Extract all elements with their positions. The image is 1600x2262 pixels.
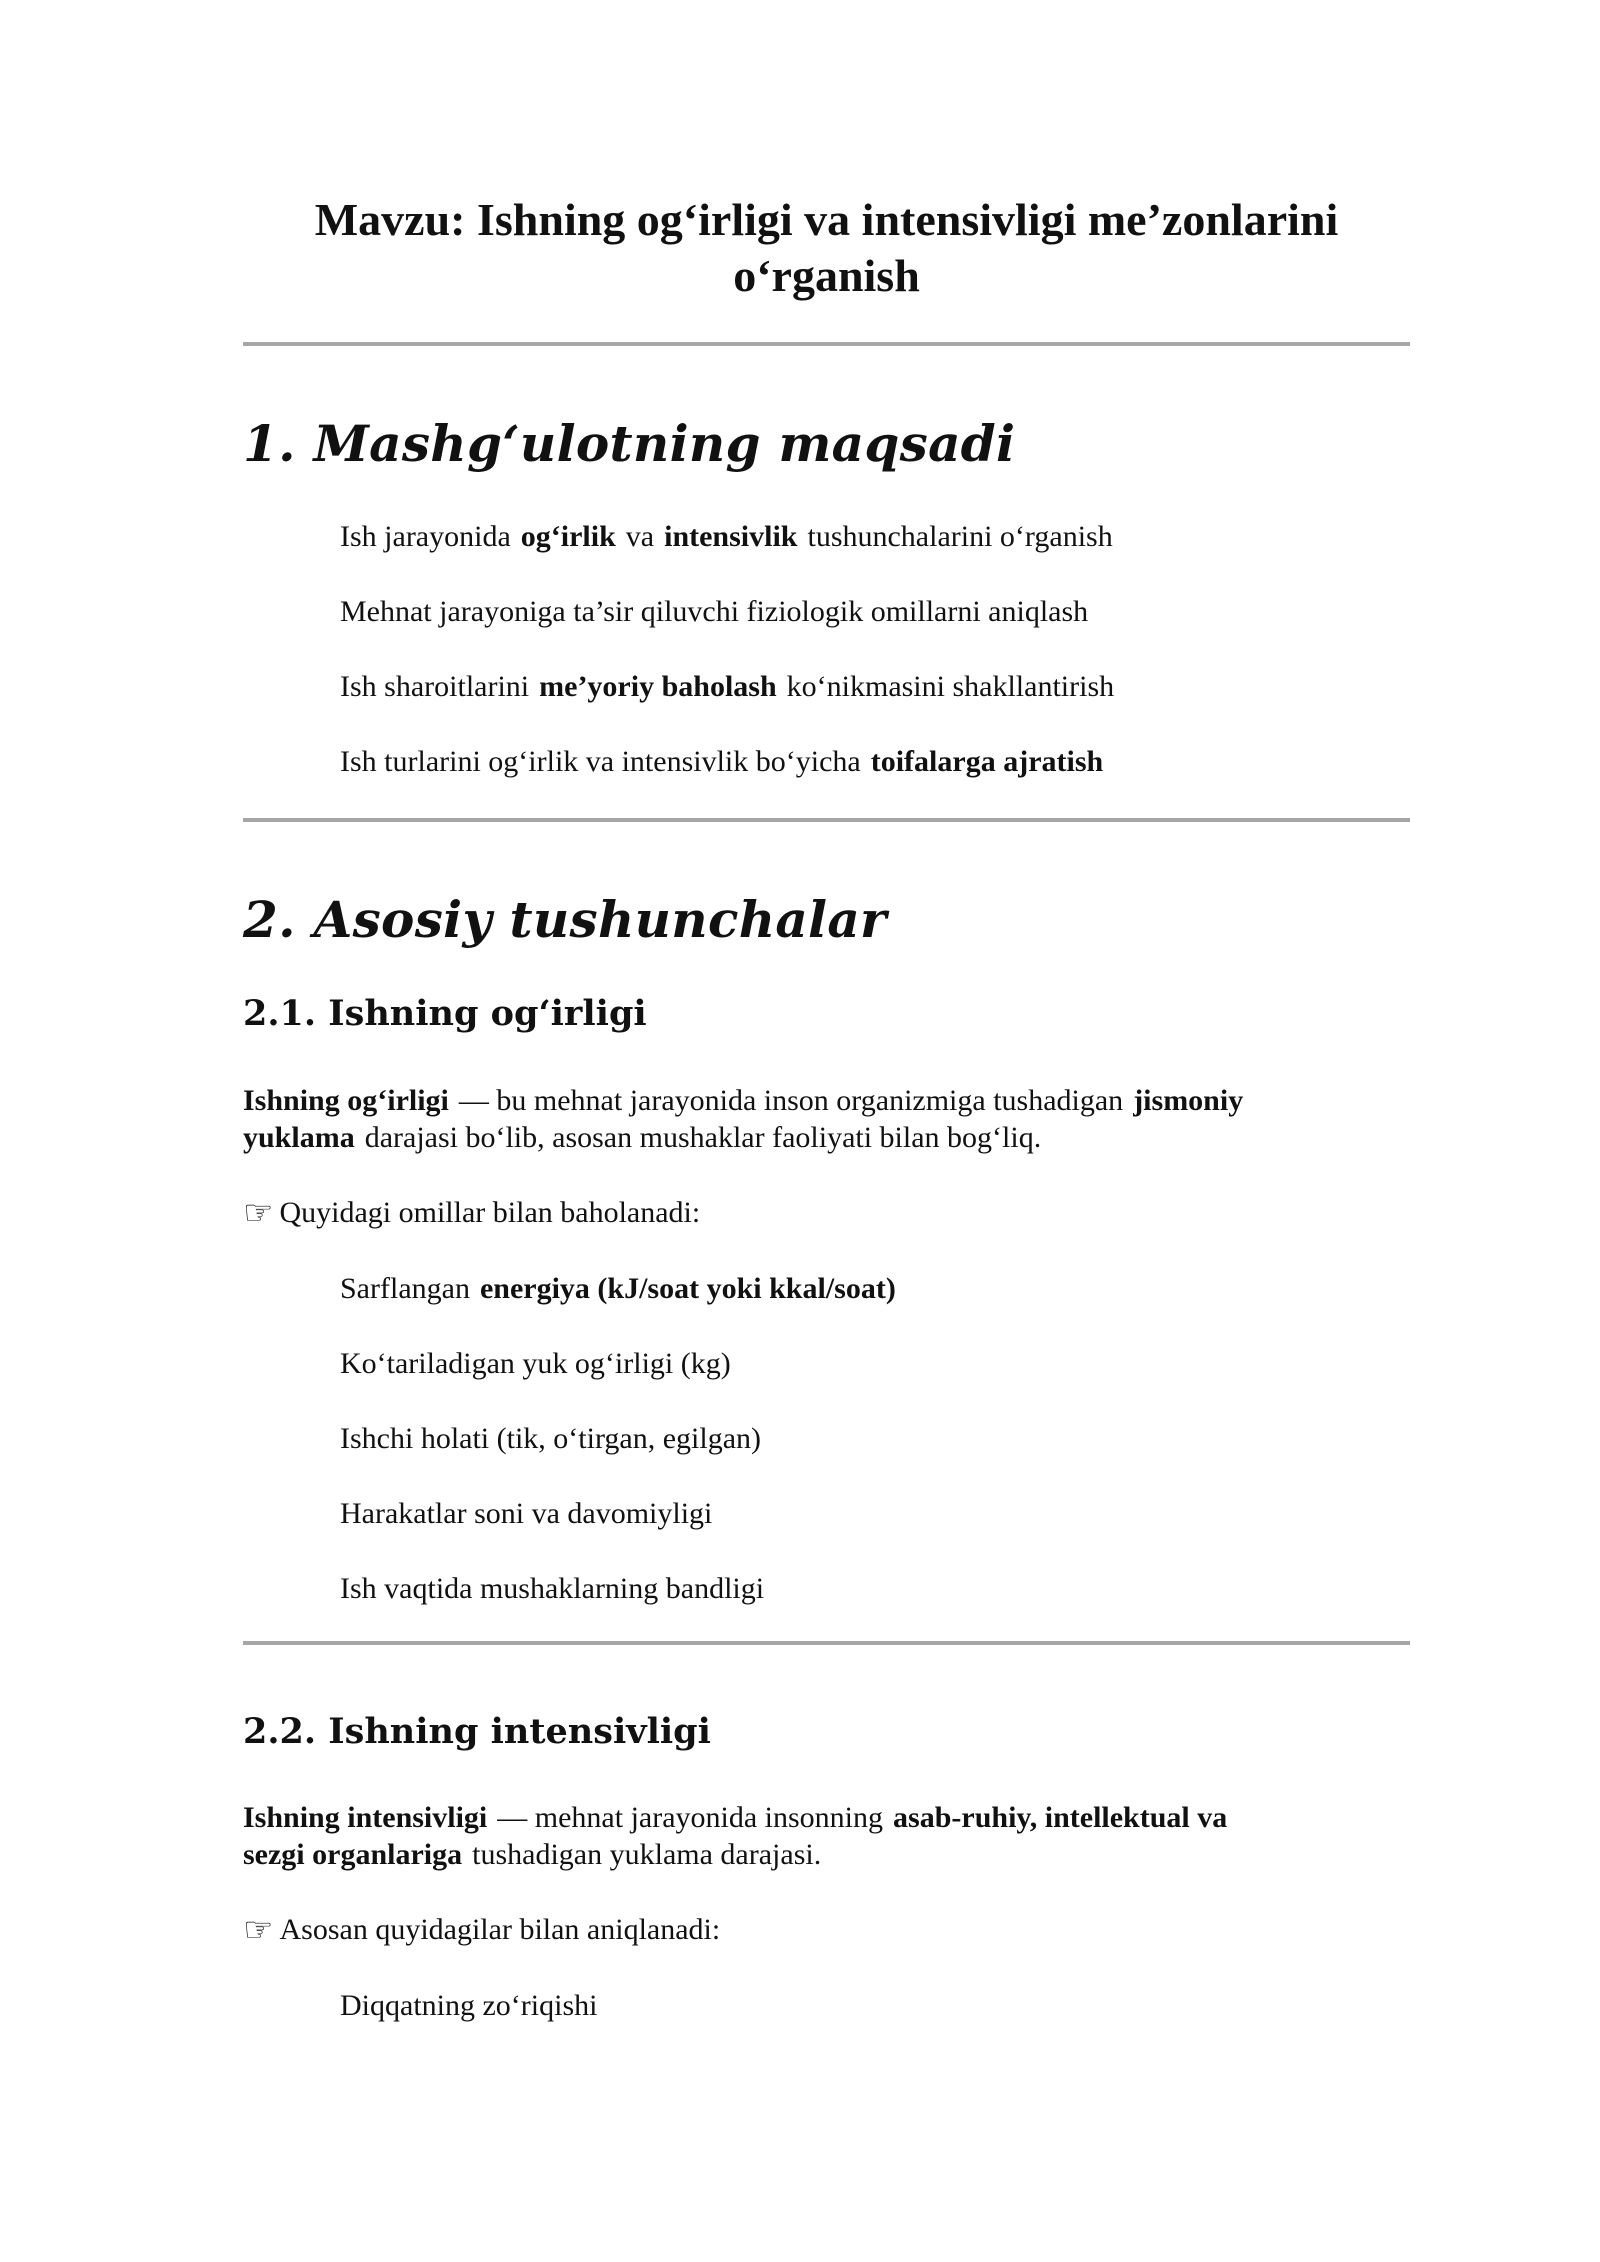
factor-item: Ish vaqtida mushaklarning bandligi [340, 1572, 765, 1605]
goal-item: Ish turlarini og‘irlik va intensivlik bo‘yicha toifalarga ajratish [340, 745, 1104, 778]
goal-item: Mehnat jarayoniga ta’sir qiluvchi fiziologik omillarni aniqlash [340, 595, 1089, 628]
factor-item: Sarflangan energiya (kJ/soat yoki kkal/soat) [340, 1272, 896, 1305]
factor-item: Ishchi holati (tik, o‘tirgan, egilgan) [340, 1422, 762, 1455]
pointing-hand-icon: ☞ [243, 1193, 274, 1233]
divider [243, 342, 1410, 346]
title-line-2: o‘rganish [733, 250, 920, 301]
section-2-heading: 2. Asosiy tushunchalar [243, 890, 887, 949]
goal-item: Ish jarayonida og‘irlik va intensivlik tushunchalarini o‘rganish [340, 520, 1113, 553]
definition-paragraph: Ishning og‘irligi — bu mehnat jarayonida inson organizmiga tushadigan jismoniy yuklama darajasi bo‘lib, asosan mushaklar faoliyati bilan bog‘liq. [243, 1084, 1244, 1154]
note-line: ☞ Quyidagi omillar bilan baholanadi: [243, 1193, 701, 1233]
goal-item: Ish sharoitlarini me’yoriy baholash ko‘nikmasini shakllantirish [340, 670, 1115, 703]
factor-item: Ko‘tariladigan yuk og‘irligi (kg) [340, 1347, 731, 1380]
note-line: ☞ Asosan quyidagilar bilan aniqlanadi: [243, 1910, 721, 1950]
section-1-heading: 1. Mashg‘ulotning maqsadi [243, 414, 1016, 473]
page-title [243, 192, 1410, 304]
divider [243, 818, 1410, 822]
factor-item: Diqqatning zo‘riqishi [340, 1989, 598, 2022]
definition-paragraph: Ishning intensivligi — mehnat jarayonida insonning asab-ruhiy, intellektual va sezgi organlariga tushadigan yuklama darajasi. [243, 1801, 1228, 1871]
subsection-2-2-heading: 2.2. Ishning intensivligi [243, 1711, 711, 1752]
pointing-hand-icon: ☞ [243, 1910, 274, 1950]
divider [243, 1641, 1410, 1645]
title-line-1: Mavzu: Ishning og‘irligi va intensivligi me’zonlarini [314, 194, 1339, 245]
factor-item: Harakatlar soni va davomiyligi [340, 1497, 713, 1530]
subsection-2-1-heading: 2.1. Ishning og‘irligi [243, 993, 647, 1034]
